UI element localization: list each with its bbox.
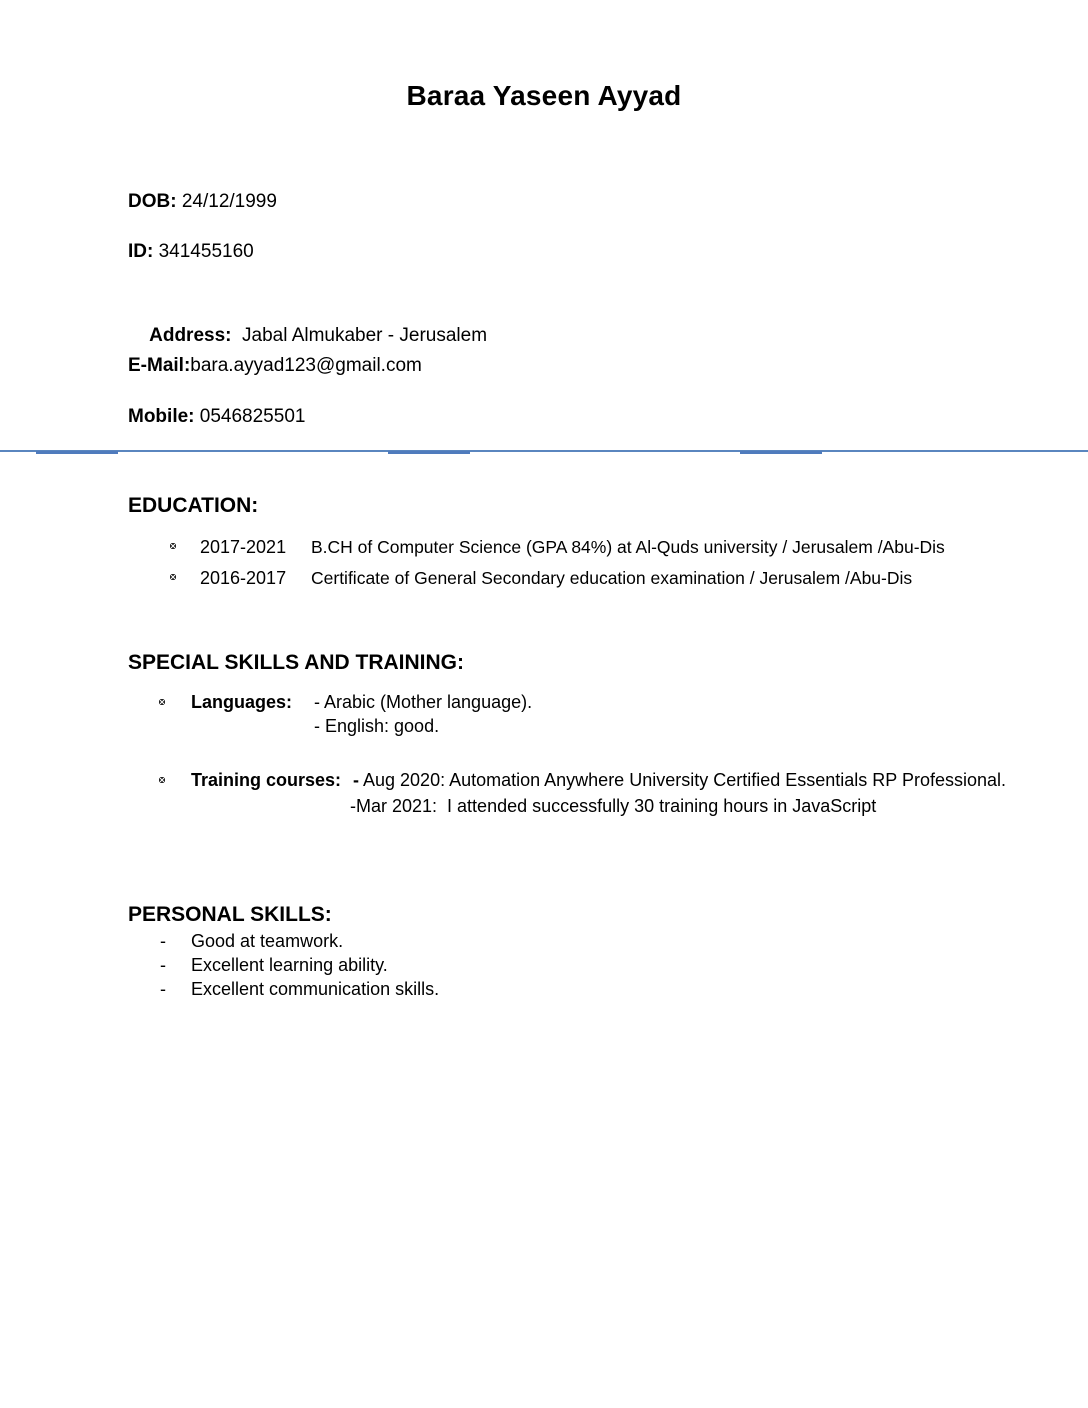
list-dash: - [160,979,166,999]
list-dash: - [160,931,166,951]
bullet-icon [169,542,177,550]
dob-label: DOB: [128,191,177,212]
education-years: 2017-2021 [200,537,287,557]
email-line [128,355,422,377]
dob-line [128,191,277,213]
divider-accent [740,451,822,454]
training-item: Aug 2020: Automation Anywhere University Certified Essentials RP Professional. [359,770,1007,790]
language-item: - English: good. [314,716,440,736]
languages-label: Languages: [191,692,293,712]
address-label: Address: [149,325,232,346]
education-years: 2016-2017 [200,568,287,588]
divider-accent [388,451,470,454]
mobile-value: 0546825501 [194,406,306,427]
education-text: B.CH of Computer Science (GPA 84%) at Al-Quds university / Jerusalem /Abu-Dis [311,537,945,557]
mobile-label: Mobile: [128,406,195,427]
language-item: - Arabic (Mother language). [314,692,533,712]
id-label: ID: [128,241,154,262]
bullet-icon [169,573,177,581]
bullet-icon [158,698,166,706]
candidate-name: Baraa Yaseen Ayyad [406,80,682,111]
id-value: 341455160 [153,241,254,262]
email-value: bara.ayyad123@gmail.com [190,355,422,376]
training-dash: - [353,770,359,790]
education-text: Certificate of General Secondary education examination / Jerusalem /Abu-Dis [311,568,913,588]
training-item: -Mar 2021: I attended successfully 30 training hours in JavaScript [350,796,877,816]
address-value: Jabal Almukaber - Jerusalem [231,325,488,346]
personal-skill-item: Excellent learning ability. [191,955,388,975]
email-label: E-Mail: [128,355,191,376]
mobile-line [128,406,305,428]
dob-value: 24/12/1999 [176,191,277,212]
training-label: Training courses: [191,770,342,790]
divider-accent [36,451,118,454]
bullet-icon [158,776,166,784]
id-line [128,241,254,263]
section-divider [0,450,1088,452]
education-heading: EDUCATION: [128,494,259,517]
personal-skill-item: Excellent communication skills. [191,979,440,999]
personal-skills-heading: PERSONAL SKILLS: [128,903,332,926]
personal-skill-item: Good at teamwork. [191,931,344,951]
list-dash: - [160,955,166,975]
skills-heading: SPECIAL SKILLS AND TRAINING: [128,651,465,674]
